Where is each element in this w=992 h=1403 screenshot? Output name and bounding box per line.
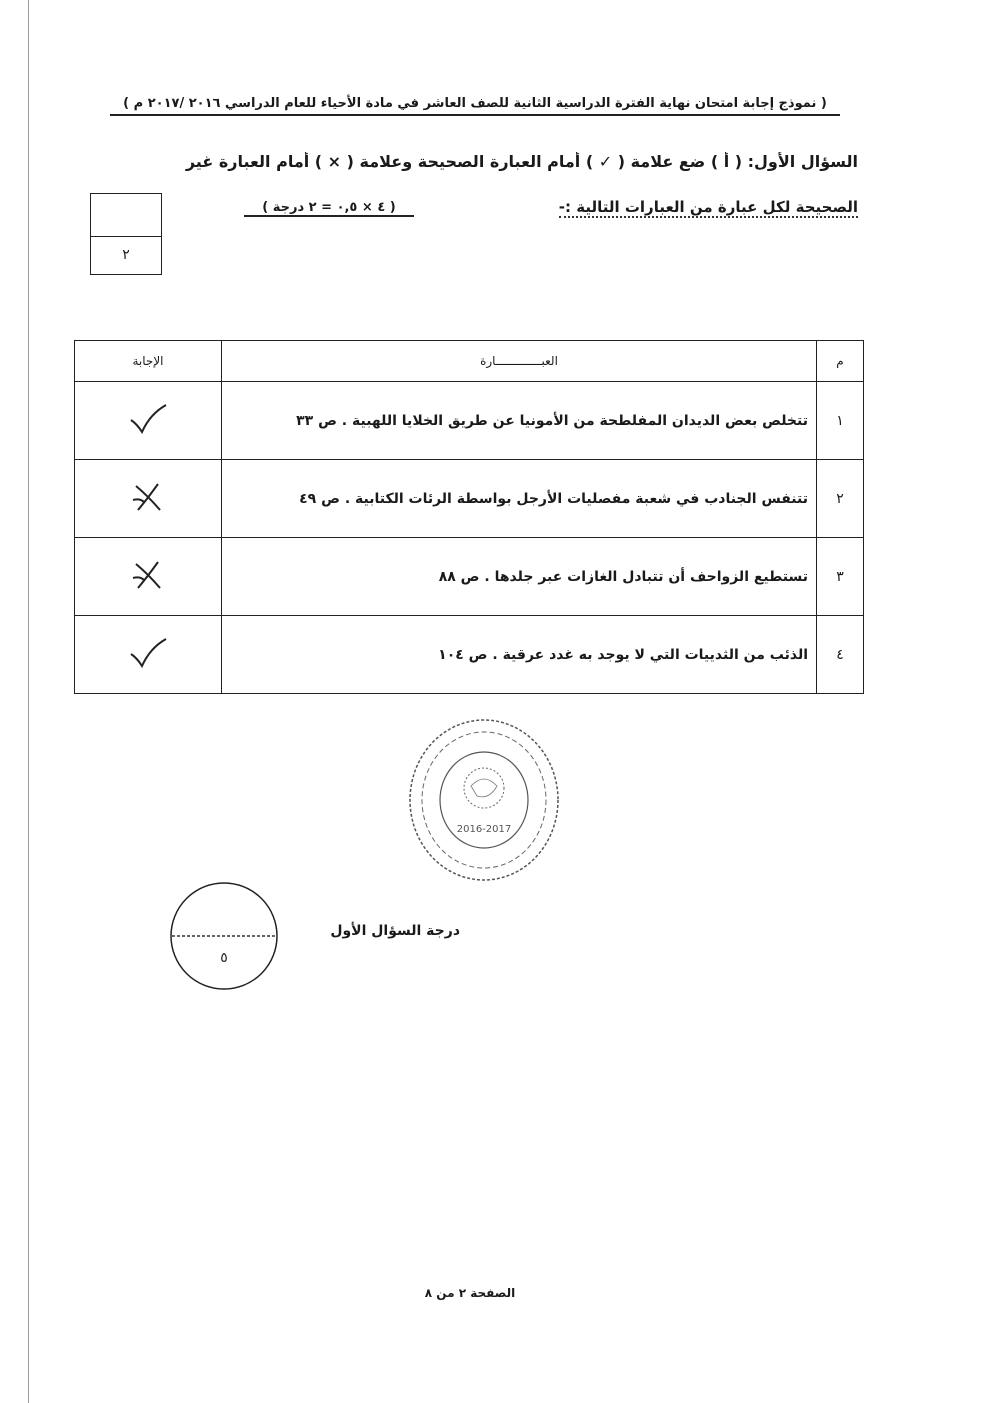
question-instruction-line1: السؤال الأول: ( أ ) ضع علامة ( ✓ ) أمام العبارة الصحيحة وعلامة ( × ) أمام العبارة غير bbox=[185, 152, 858, 171]
grade-label: درجة السؤال الأول bbox=[330, 923, 460, 939]
question-grade-box bbox=[90, 193, 162, 275]
answer-cell bbox=[75, 382, 222, 460]
row-number: ٤ bbox=[817, 616, 864, 694]
row-statement: تتخلص بعض الديدان المفلطحة من الأمونيا عن طريق الخلايا اللهبية . ص ٣٣ bbox=[222, 382, 817, 460]
answer-cell bbox=[75, 460, 222, 538]
header-num: م bbox=[817, 341, 864, 382]
question-instruction-text: الصحيحة لكل عبارة من العبارات التالية :- bbox=[558, 198, 858, 216]
questions-table bbox=[74, 340, 864, 694]
row-statement: تتنفس الجنادب في شعبة مفصليات الأرجل بواسطة الرئات الكتابية . ص ٤٩ bbox=[222, 460, 817, 538]
row-statement: الذئب من الثدييات التي لا يوجد به غدد عرقية . ص ١٠٤ bbox=[222, 616, 817, 694]
grade-box-value: ٢ bbox=[122, 247, 130, 263]
answer-cell bbox=[75, 616, 222, 694]
page-number: الصفحة ٢ من ٨ bbox=[424, 1286, 516, 1300]
answer-cell bbox=[75, 538, 222, 616]
check-mark-icon bbox=[128, 402, 168, 436]
table-row bbox=[75, 382, 864, 460]
grade-circle bbox=[168, 880, 280, 992]
question-instruction-line2 bbox=[440, 198, 858, 216]
grade-value: ٥ bbox=[220, 950, 228, 966]
check-mark-icon bbox=[128, 636, 168, 670]
page-edge-line bbox=[28, 0, 29, 1403]
row-statement: تستطيع الزواحف أن تتبادل الغازات عبر جلدها . ص ٨٨ bbox=[222, 538, 817, 616]
row-number: ٣ bbox=[817, 538, 864, 616]
page-header-title: ( نموذج إجابة امتحان نهاية الفترة الدراسية الثانية للصف العاشر في مادة الأحياء للعام الدراسي ٢٠١٦ /٢٠١٧ م ) bbox=[110, 96, 840, 116]
header-answer: الإجابة bbox=[75, 341, 222, 382]
grade-box-empty-cell bbox=[91, 194, 161, 237]
table-row bbox=[75, 616, 864, 694]
row-number: ١ bbox=[817, 382, 864, 460]
cross-mark-icon bbox=[128, 480, 168, 514]
table-row bbox=[75, 538, 864, 616]
official-stamp bbox=[405, 716, 563, 884]
header-statement: العبـــــــــــــارة bbox=[222, 341, 817, 382]
table-row bbox=[75, 460, 864, 538]
marks-note: ( ٤ × ٠,٥ = ٢ درجة ) bbox=[244, 200, 414, 217]
table-header-row bbox=[75, 341, 864, 382]
cross-mark-icon bbox=[128, 558, 168, 592]
stamp-year: 2016-2017 bbox=[456, 824, 512, 835]
row-number: ٢ bbox=[817, 460, 864, 538]
